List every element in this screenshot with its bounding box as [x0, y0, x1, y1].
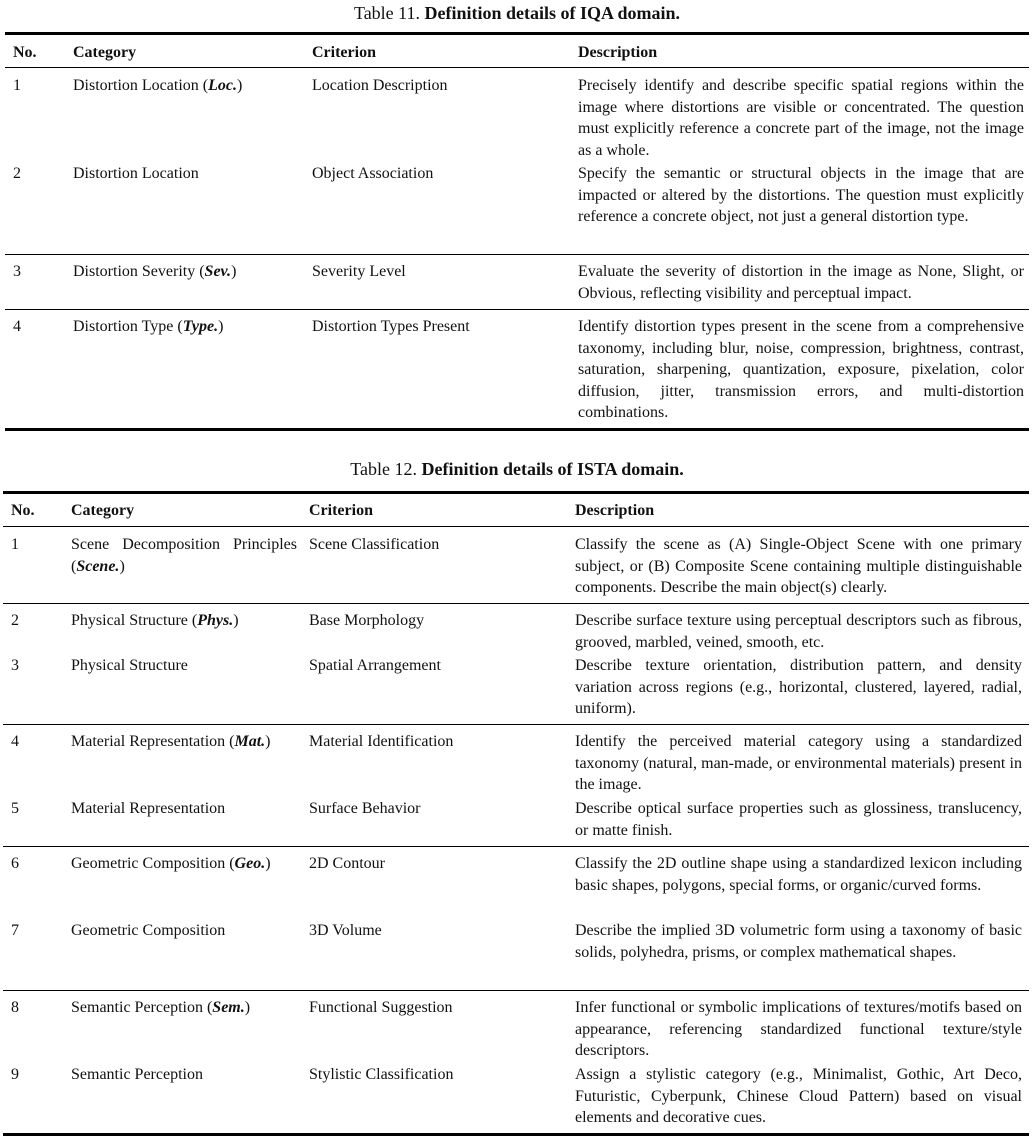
- table11-row1-no: 1: [13, 77, 21, 94]
- table12-top-rule: [3, 491, 1029, 494]
- table12-row1-category: Scene Decomposition Principles (Scene.): [71, 536, 297, 575]
- table12-header-no: No.: [11, 502, 35, 519]
- table12-row5-description: Describe optical surface properties such as glossiness, translucency, or matte finish.: [575, 800, 1022, 839]
- table12-header-criterion: Criterion: [309, 502, 373, 519]
- table12-divider-3: [3, 846, 1029, 847]
- table11-top-rule: [5, 32, 1029, 35]
- table12-row7-description: Describe the implied 3D volumetric form using a taxonomy of basic solids, polyhedra, prisms, or complex mathematical shapes.: [575, 922, 1022, 961]
- table12-row3-no: 3: [11, 657, 19, 674]
- table11-row4-description: Identify distortion types present in the scene from a comprehensive taxonomy, including blur, noise, compression, brightness, contrast, saturation, sharpening, quantization, exposure, pixelation, color diffusion, jitter, transmission errors, and multi-distortion combinations.: [578, 318, 1024, 422]
- table11-caption-prefix: Table 11.: [353, 3, 421, 23]
- table12-row5-criterion: Surface Behavior: [309, 800, 421, 817]
- table11-divider-1: [5, 254, 1029, 255]
- table12-row8-description: Infer functional or symbolic implications of textures/motifs based on appearance, referencing standardized functional texture/style descriptors.: [575, 999, 1022, 1060]
- table11-row3-description: Evaluate the severity of distortion in the image as None, Slight, or Obvious, reflecting visibility and perceptual impact.: [578, 263, 1024, 302]
- table11-row2-criterion: Object Association: [312, 165, 434, 182]
- table12-row2-description: Describe surface texture using perceptual descriptors such as fibrous, grooved, marbled, veined, smooth, etc.: [575, 612, 1022, 651]
- table11-row3-criterion: Severity Level: [312, 263, 406, 280]
- table12-row6-description: Classify the 2D outline shape using a standardized lexicon including basic shapes, polygons, special forms, or organic/curved forms.: [575, 855, 1022, 894]
- table11-header-criterion: Criterion: [312, 44, 376, 61]
- table11-header-rule: [5, 67, 1029, 68]
- table12-divider-1: [3, 603, 1029, 604]
- table12-header-category: Category: [71, 502, 135, 519]
- table11-row2-description: Specify the semantic or structural objects in the image that are impacted or altered by the distortions. The question must explicitly reference a concrete object, not just a general distortion type.: [578, 165, 1024, 226]
- table12-row2-criterion: Base Morphology: [309, 612, 425, 629]
- table12-row1-description: Classify the scene as (A) Single-Object Scene with one primary subject, or (B) Composite Scene containing multiple distinguishable components. Describe the main object(s) clearly.: [575, 536, 1022, 597]
- table12-row7-no: 7: [11, 922, 19, 939]
- table11-row4-category: Distortion Type (Type.): [73, 318, 224, 335]
- table12-caption: [0, 458, 1034, 480]
- table11-row1-criterion: Location Description: [312, 77, 448, 94]
- table12-row7-category: Geometric Composition: [71, 922, 226, 939]
- table11-row2-category: Distortion Location: [73, 165, 199, 182]
- table12-row4-category: Material Representation (Mat.): [71, 733, 271, 750]
- table12-row3-category: Physical Structure: [71, 657, 188, 674]
- table12-caption-prefix: Table 12.: [350, 459, 417, 479]
- table11-row1-category: Distortion Location (Loc.): [73, 77, 243, 94]
- table12-row3-description: Describe texture orientation, distribution pattern, and density variation across regions (e.g., horizontal, clustered, layered, radial, uniform).: [575, 657, 1022, 718]
- table12-row2-category: Physical Structure (Phys.): [71, 612, 239, 629]
- table12-row1-criterion: Scene Classification: [309, 536, 440, 553]
- table12-row9-description: Assign a stylistic category (e.g., Minimalist, Gothic, Art Deco, Futuristic, Cyberpunk, Chinese Cloud Pattern) based on visual elements and decorative cues.: [575, 1066, 1022, 1127]
- table12-row7-criterion: 3D Volume: [309, 922, 382, 939]
- table11-header-no: No.: [13, 44, 37, 61]
- table12-row8-criterion: Functional Suggestion: [309, 999, 453, 1016]
- table11-row1-description: Precisely identify and describe specific spatial regions within the image where distortions are visible or concentrated. The question must explicitly reference a concrete part of the image, not the image as a whole.: [578, 77, 1024, 159]
- table12-row8-no: 8: [11, 999, 19, 1016]
- table12-row6-category: Geometric Composition (Geo.): [71, 855, 271, 872]
- table11-bottom-rule: [5, 428, 1029, 431]
- table12-header-description: Description: [575, 502, 655, 519]
- table12-row9-category: Semantic Perception: [71, 1066, 203, 1083]
- table12-bottom-rule: [3, 1133, 1029, 1136]
- table12-row2-no: 2: [11, 612, 19, 629]
- table12-row5-no: 5: [11, 800, 19, 817]
- table11-row4-criterion: Distortion Types Present: [312, 318, 470, 335]
- table12-row9-no: 9: [11, 1066, 19, 1083]
- table11-divider-2: [5, 309, 1029, 310]
- table12-row9-criterion: Stylistic Classification: [309, 1066, 454, 1083]
- table12-row6-no: 6: [11, 855, 19, 872]
- table11-header-category: Category: [73, 44, 137, 61]
- table12-row4-no: 4: [11, 733, 19, 750]
- table12-divider-4: [3, 990, 1029, 991]
- table12-row5-category: Material Representation: [71, 800, 226, 817]
- table11-caption-title: Definition details of IQA domain.: [424, 3, 681, 23]
- table12-row6-criterion: 2D Contour: [309, 855, 385, 872]
- table12-caption-title: Definition details of ISTA domain.: [421, 459, 684, 479]
- table11-row2-no: 2: [13, 165, 21, 182]
- table12-row4-description: Identify the perceived material category using a standardized taxonomy (natural, man-made, or environmental materials) present in the image.: [575, 733, 1022, 794]
- table11-caption: [0, 2, 1034, 24]
- table12-row8-category: Semantic Perception (Sem.): [71, 999, 251, 1016]
- table11-header-description: Description: [578, 44, 658, 61]
- table11-row4-no: 4: [13, 318, 21, 335]
- table11-row3-no: 3: [13, 263, 21, 280]
- table12-header-rule: [3, 526, 1029, 527]
- table11-row3-category: Distortion Severity (Sev.): [73, 263, 237, 280]
- table12-divider-2: [3, 724, 1029, 725]
- table12-row1-no: 1: [11, 536, 19, 553]
- table12-row3-criterion: Spatial Arrangement: [309, 657, 441, 674]
- table12-row4-criterion: Material Identification: [309, 733, 454, 750]
